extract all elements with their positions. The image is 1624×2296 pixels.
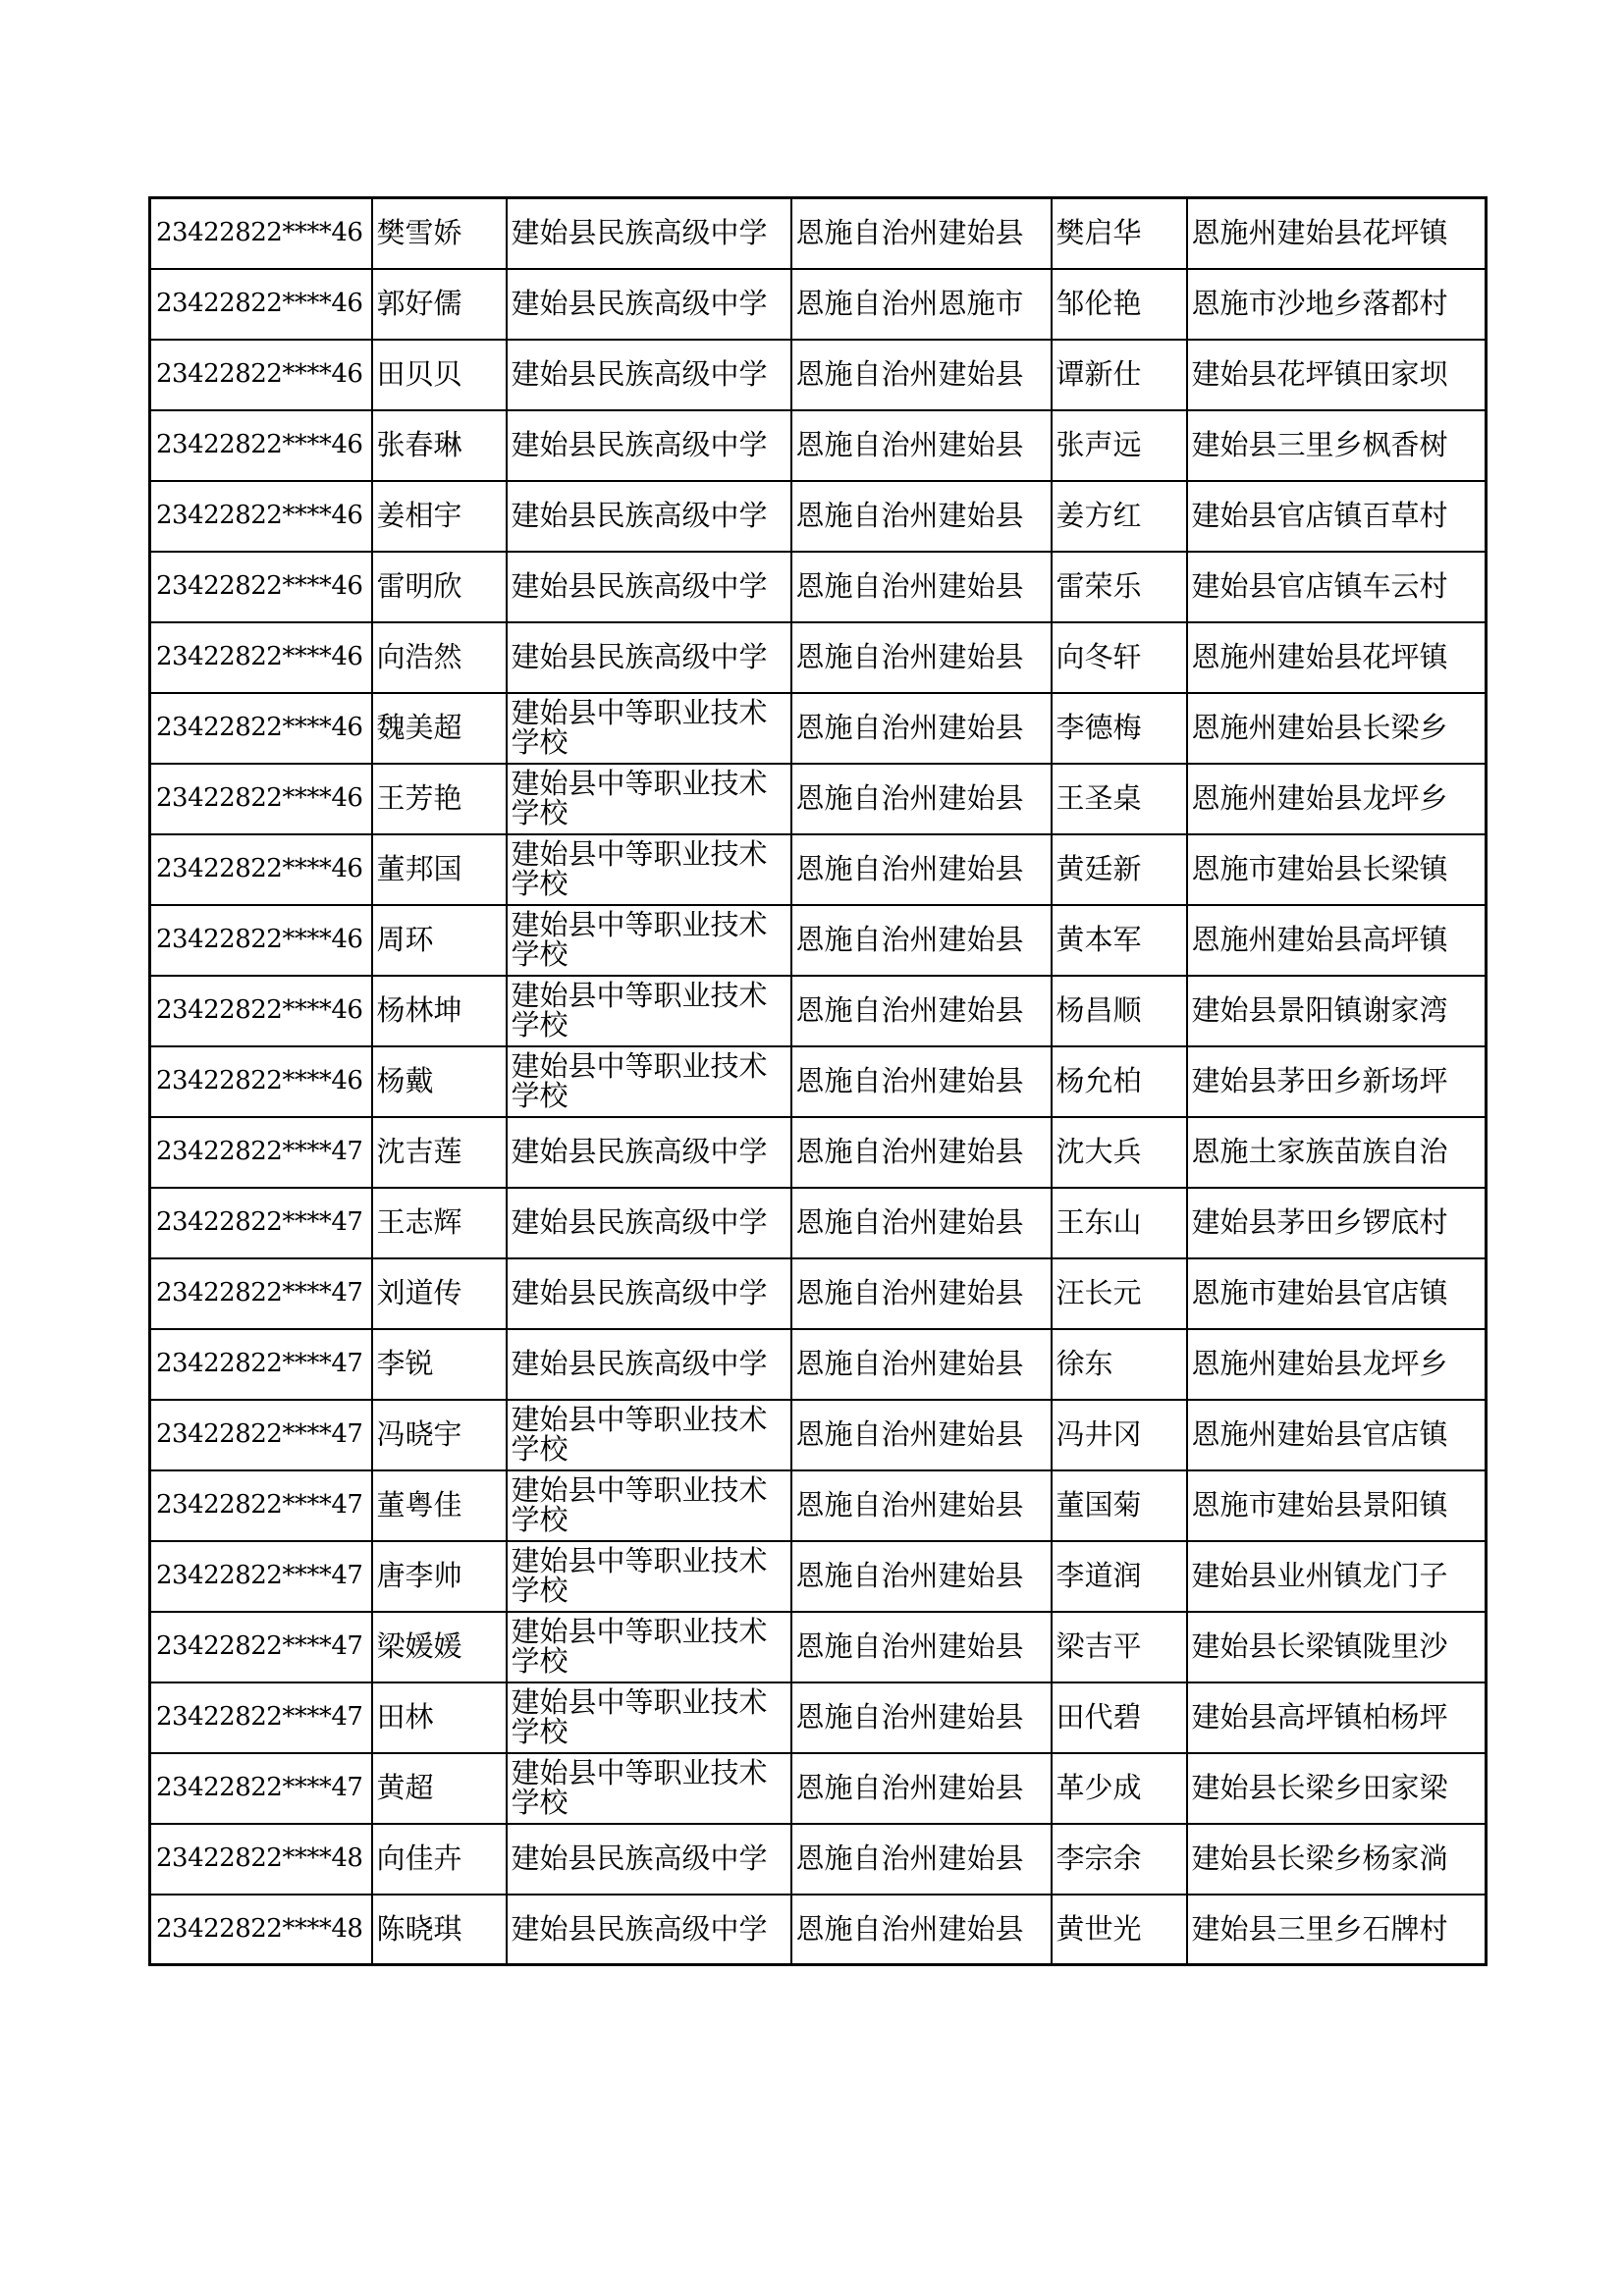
school-cell: 建始县民族高级中学	[507, 1329, 791, 1400]
address-cell: 建始县景阳镇谢家湾	[1187, 976, 1487, 1046]
guardian-name-cell: 黄世光	[1052, 1895, 1187, 1965]
school-cell: 建始县中等职业技术学校	[507, 1470, 791, 1541]
guardian-name-cell: 张声远	[1052, 410, 1187, 481]
guardian-name-cell: 田代碧	[1052, 1682, 1187, 1753]
region-cell: 恩施自治州建始县	[791, 1612, 1052, 1682]
table-row	[150, 1612, 1487, 1682]
table-row	[150, 481, 1487, 552]
address-cell: 恩施市建始县景阳镇	[1187, 1470, 1487, 1541]
address-cell: 建始县业州镇龙门子	[1187, 1541, 1487, 1612]
guardian-name-cell: 李宗余	[1052, 1824, 1187, 1895]
school-cell: 建始县中等职业技术学校	[507, 1753, 791, 1824]
student-name-cell: 王芳艳	[372, 764, 507, 834]
address-cell: 恩施市沙地乡落都村	[1187, 269, 1487, 340]
id-number-cell: 23422822****46	[150, 340, 372, 410]
guardian-name-cell: 黄廷新	[1052, 834, 1187, 905]
id-number-cell: 23422822****46	[150, 1046, 372, 1117]
region-cell: 恩施自治州建始县	[791, 1895, 1052, 1965]
guardian-name-cell: 梁吉平	[1052, 1612, 1187, 1682]
guardian-name-cell: 沈大兵	[1052, 1117, 1187, 1188]
student-name-cell: 董邦国	[372, 834, 507, 905]
region-cell: 恩施自治州建始县	[791, 1258, 1052, 1329]
student-name-cell: 魏美超	[372, 693, 507, 764]
table-row	[150, 1258, 1487, 1329]
guardian-name-cell: 杨昌顺	[1052, 976, 1187, 1046]
table-row	[150, 622, 1487, 693]
region-cell: 恩施自治州建始县	[791, 1824, 1052, 1895]
address-cell: 恩施州建始县花坪镇	[1187, 198, 1487, 269]
guardian-name-cell: 董国菊	[1052, 1470, 1187, 1541]
id-number-cell: 23422822****46	[150, 552, 372, 622]
school-cell: 建始县民族高级中学	[507, 1895, 791, 1965]
id-number-cell: 23422822****48	[150, 1895, 372, 1965]
address-cell: 恩施州建始县龙坪乡	[1187, 1329, 1487, 1400]
region-cell: 恩施自治州建始县	[791, 693, 1052, 764]
guardian-name-cell: 冯井冈	[1052, 1400, 1187, 1470]
student-name-cell: 田贝贝	[372, 340, 507, 410]
region-cell: 恩施自治州建始县	[791, 1400, 1052, 1470]
school-cell: 建始县民族高级中学	[507, 269, 791, 340]
id-number-cell: 23422822****47	[150, 1612, 372, 1682]
school-cell: 建始县民族高级中学	[507, 1188, 791, 1258]
table-row	[150, 1329, 1487, 1400]
table-row	[150, 905, 1487, 976]
region-cell: 恩施自治州建始县	[791, 410, 1052, 481]
id-number-cell: 23422822****46	[150, 976, 372, 1046]
table-row	[150, 1470, 1487, 1541]
school-cell: 建始县民族高级中学	[507, 340, 791, 410]
id-number-cell: 23422822****46	[150, 834, 372, 905]
id-number-cell: 23422822****46	[150, 481, 372, 552]
region-cell: 恩施自治州建始县	[791, 1682, 1052, 1753]
student-name-cell: 樊雪娇	[372, 198, 507, 269]
school-cell: 建始县民族高级中学	[507, 1117, 791, 1188]
student-name-cell: 向佳卉	[372, 1824, 507, 1895]
id-number-cell: 23422822****47	[150, 1682, 372, 1753]
records-table	[148, 196, 1488, 1966]
student-name-cell: 董粤佳	[372, 1470, 507, 1541]
school-cell: 建始县中等职业技术学校	[507, 905, 791, 976]
student-name-cell: 梁媛媛	[372, 1612, 507, 1682]
school-cell: 建始县中等职业技术学校	[507, 693, 791, 764]
table-row	[150, 340, 1487, 410]
table-row	[150, 1824, 1487, 1895]
table-row	[150, 1400, 1487, 1470]
region-cell: 恩施自治州建始县	[791, 905, 1052, 976]
region-cell: 恩施自治州建始县	[791, 340, 1052, 410]
region-cell: 恩施自治州恩施市	[791, 269, 1052, 340]
guardian-name-cell: 樊启华	[1052, 198, 1187, 269]
table-row	[150, 764, 1487, 834]
region-cell: 恩施自治州建始县	[791, 481, 1052, 552]
table-row	[150, 410, 1487, 481]
id-number-cell: 23422822****46	[150, 198, 372, 269]
guardian-name-cell: 革少成	[1052, 1753, 1187, 1824]
guardian-name-cell: 谭新仕	[1052, 340, 1187, 410]
student-name-cell: 姜相宇	[372, 481, 507, 552]
address-cell: 恩施土家族苗族自治	[1187, 1117, 1487, 1188]
student-name-cell: 唐李帅	[372, 1541, 507, 1612]
student-name-cell: 郭好儒	[372, 269, 507, 340]
guardian-name-cell: 李德梅	[1052, 693, 1187, 764]
region-cell: 恩施自治州建始县	[791, 1470, 1052, 1541]
address-cell: 建始县花坪镇田家坝	[1187, 340, 1487, 410]
region-cell: 恩施自治州建始县	[791, 1046, 1052, 1117]
school-cell: 建始县民族高级中学	[507, 1824, 791, 1895]
table-row	[150, 198, 1487, 269]
address-cell: 建始县三里乡枫香树	[1187, 410, 1487, 481]
id-number-cell: 23422822****47	[150, 1188, 372, 1258]
id-number-cell: 23422822****47	[150, 1329, 372, 1400]
id-number-cell: 23422822****46	[150, 905, 372, 976]
id-number-cell: 23422822****47	[150, 1541, 372, 1612]
table-row	[150, 1541, 1487, 1612]
guardian-name-cell: 姜方红	[1052, 481, 1187, 552]
school-cell: 建始县中等职业技术学校	[507, 976, 791, 1046]
school-cell: 建始县民族高级中学	[507, 552, 791, 622]
student-name-cell: 冯晓宇	[372, 1400, 507, 1470]
school-cell: 建始县中等职业技术学校	[507, 1612, 791, 1682]
guardian-name-cell: 徐东	[1052, 1329, 1187, 1400]
id-number-cell: 23422822****47	[150, 1753, 372, 1824]
guardian-name-cell: 雷荣乐	[1052, 552, 1187, 622]
id-number-cell: 23422822****46	[150, 269, 372, 340]
school-cell: 建始县民族高级中学	[507, 481, 791, 552]
table-row	[150, 269, 1487, 340]
id-number-cell: 23422822****46	[150, 410, 372, 481]
student-name-cell: 杨林坤	[372, 976, 507, 1046]
id-number-cell: 23422822****46	[150, 764, 372, 834]
address-cell: 恩施州建始县官店镇	[1187, 1400, 1487, 1470]
table-row	[150, 1188, 1487, 1258]
guardian-name-cell: 王东山	[1052, 1188, 1187, 1258]
region-cell: 恩施自治州建始县	[791, 764, 1052, 834]
student-name-cell: 王志辉	[372, 1188, 507, 1258]
student-name-cell: 陈晓琪	[372, 1895, 507, 1965]
table-row	[150, 1046, 1487, 1117]
student-name-cell: 雷明欣	[372, 552, 507, 622]
region-cell: 恩施自治州建始县	[791, 1117, 1052, 1188]
address-cell: 恩施州建始县高坪镇	[1187, 905, 1487, 976]
table-row	[150, 976, 1487, 1046]
address-cell: 建始县高坪镇柏杨坪	[1187, 1682, 1487, 1753]
guardian-name-cell: 黄本军	[1052, 905, 1187, 976]
address-cell: 建始县茅田乡新场坪	[1187, 1046, 1487, 1117]
id-number-cell: 23422822****47	[150, 1400, 372, 1470]
id-number-cell: 23422822****46	[150, 622, 372, 693]
address-cell: 恩施市建始县长梁镇	[1187, 834, 1487, 905]
region-cell: 恩施自治州建始县	[791, 1541, 1052, 1612]
table-row	[150, 1682, 1487, 1753]
address-cell: 建始县三里乡石牌村	[1187, 1895, 1487, 1965]
school-cell: 建始县民族高级中学	[507, 410, 791, 481]
address-cell: 建始县长梁乡杨家淌	[1187, 1824, 1487, 1895]
school-cell: 建始县民族高级中学	[507, 198, 791, 269]
guardian-name-cell: 杨允柏	[1052, 1046, 1187, 1117]
region-cell: 恩施自治州建始县	[791, 976, 1052, 1046]
region-cell: 恩施自治州建始县	[791, 1188, 1052, 1258]
guardian-name-cell: 汪长元	[1052, 1258, 1187, 1329]
guardian-name-cell: 向冬轩	[1052, 622, 1187, 693]
address-cell: 建始县官店镇百草村	[1187, 481, 1487, 552]
table-row	[150, 1895, 1487, 1965]
student-name-cell: 杨戴	[372, 1046, 507, 1117]
student-name-cell: 周环	[372, 905, 507, 976]
school-cell: 建始县中等职业技术学校	[507, 764, 791, 834]
region-cell: 恩施自治州建始县	[791, 834, 1052, 905]
address-cell: 建始县长梁乡田家梁	[1187, 1753, 1487, 1824]
school-cell: 建始县中等职业技术学校	[507, 1541, 791, 1612]
address-cell: 建始县官店镇车云村	[1187, 552, 1487, 622]
student-name-cell: 刘道传	[372, 1258, 507, 1329]
student-name-cell: 沈吉莲	[372, 1117, 507, 1188]
table-row	[150, 693, 1487, 764]
student-name-cell: 李锐	[372, 1329, 507, 1400]
id-number-cell: 23422822****48	[150, 1824, 372, 1895]
address-cell: 恩施州建始县花坪镇	[1187, 622, 1487, 693]
student-name-cell: 田林	[372, 1682, 507, 1753]
id-number-cell: 23422822****47	[150, 1117, 372, 1188]
school-cell: 建始县民族高级中学	[507, 1258, 791, 1329]
school-cell: 建始县中等职业技术学校	[507, 834, 791, 905]
region-cell: 恩施自治州建始县	[791, 198, 1052, 269]
guardian-name-cell: 王圣桌	[1052, 764, 1187, 834]
student-name-cell: 张春琳	[372, 410, 507, 481]
table-row	[150, 834, 1487, 905]
address-cell: 恩施市建始县官店镇	[1187, 1258, 1487, 1329]
student-name-cell: 黄超	[372, 1753, 507, 1824]
table-row	[150, 1753, 1487, 1824]
address-cell: 建始县长梁镇陇里沙	[1187, 1612, 1487, 1682]
region-cell: 恩施自治州建始县	[791, 1753, 1052, 1824]
guardian-name-cell: 李道润	[1052, 1541, 1187, 1612]
address-cell: 恩施州建始县龙坪乡	[1187, 764, 1487, 834]
region-cell: 恩施自治州建始县	[791, 1329, 1052, 1400]
id-number-cell: 23422822****47	[150, 1258, 372, 1329]
school-cell: 建始县中等职业技术学校	[507, 1046, 791, 1117]
guardian-name-cell: 邹伦艳	[1052, 269, 1187, 340]
region-cell: 恩施自治州建始县	[791, 622, 1052, 693]
school-cell: 建始县中等职业技术学校	[507, 1400, 791, 1470]
table-row	[150, 552, 1487, 622]
region-cell: 恩施自治州建始县	[791, 552, 1052, 622]
id-number-cell: 23422822****46	[150, 693, 372, 764]
school-cell: 建始县中等职业技术学校	[507, 1682, 791, 1753]
address-cell: 建始县茅田乡锣底村	[1187, 1188, 1487, 1258]
id-number-cell: 23422822****47	[150, 1470, 372, 1541]
school-cell: 建始县民族高级中学	[507, 622, 791, 693]
table-body	[150, 198, 1487, 1965]
address-cell: 恩施州建始县长梁乡	[1187, 693, 1487, 764]
table-row	[150, 1117, 1487, 1188]
student-name-cell: 向浩然	[372, 622, 507, 693]
